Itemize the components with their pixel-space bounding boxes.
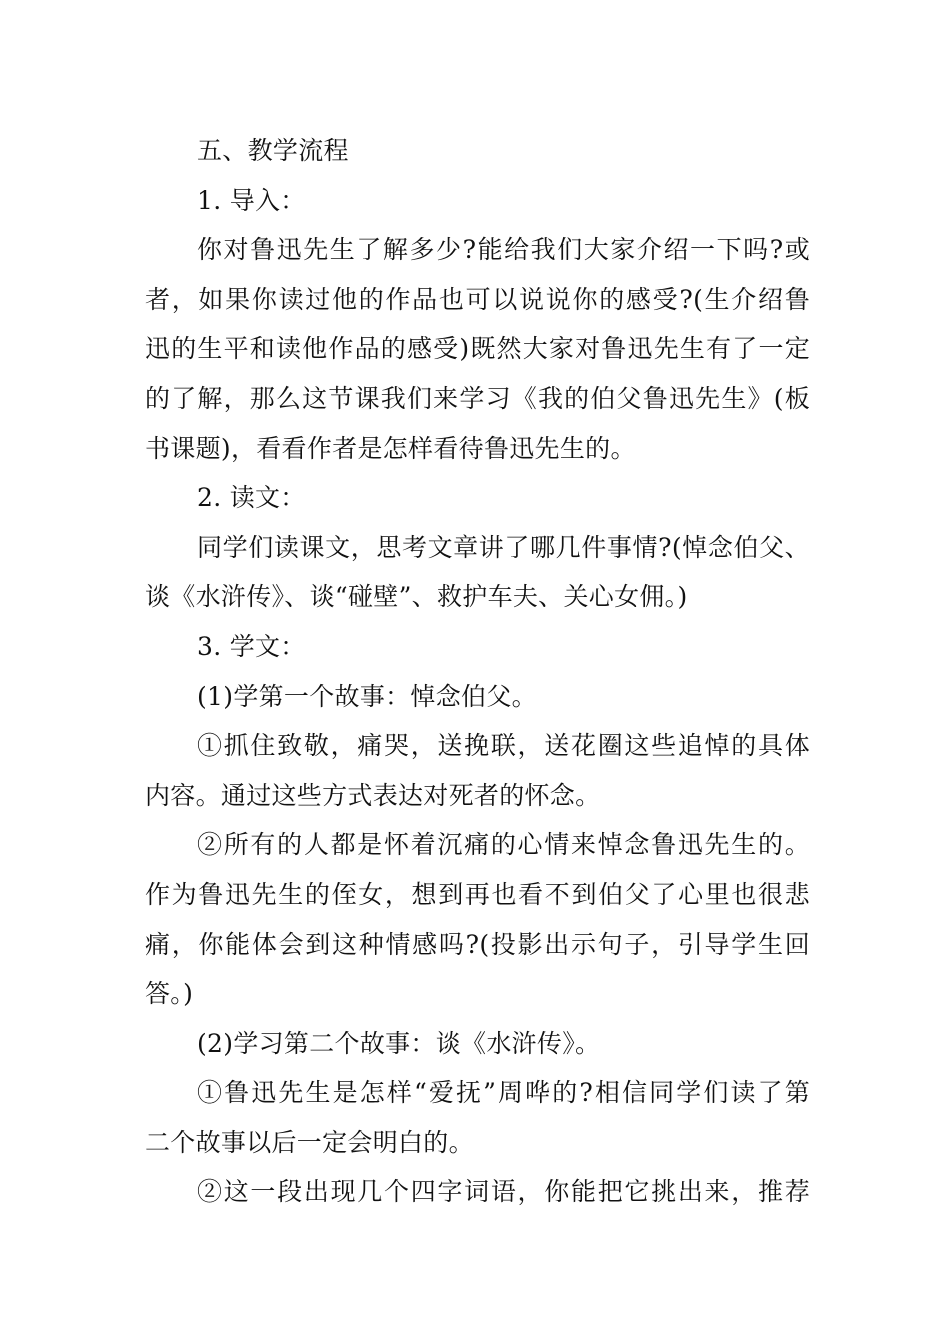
text-line: 答。) [145,979,194,1009]
text-line: 同学们读课文，思考文章讲了哪几件事情?(悼念伯父、 [197,532,810,562]
text-line: 痛，你能体会到这种情感吗?(投影出示句子，引导学生回 [145,929,810,959]
text-line: ①抓住致敬，痛哭，送挽联，送花圈这些追悼的具体 [197,731,810,761]
text-line: ①鲁迅先生是怎样“爱抚”周哗的?相信同学们读了第 [197,1078,810,1108]
text-line: 内容。通过这些方式表达对死者的怀念。 [145,780,601,810]
text-line: (1)学第一个故事：悼念伯父。 [197,681,537,711]
text-line: ②所有的人都是怀着沉痛的心情来悼念鲁迅先生的。 [197,830,810,860]
text-line: 书课题)，看看作者是怎样看待鲁迅先生的。 [145,433,636,463]
text-line: 3. 学文： [197,631,306,661]
document-body [145,126,810,1217]
text-line: ②这一段出现几个四字词语，你能把它挑出来，推荐 [197,1177,810,1207]
text-line: 的了解，那么这节课我们来学习《我的伯父鲁迅先生》(板 [145,383,810,413]
text-line: 五、教学流程 [197,136,349,165]
text-line: 迅的生平和读他作品的感受)既然大家对鲁迅先生有了一定 [145,334,810,364]
text-line: 谈《水浒传》、谈“碰壁”、救护车夫、关心女佣。) [145,582,688,612]
text-line: 者，如果你读过他的作品也可以说说你的感受?(生介绍鲁 [145,284,810,314]
text-line: 二个故事以后一定会明白的。 [145,1127,474,1157]
text-line: 1. 导入： [197,185,306,215]
text-line: 2. 读文： [197,483,306,513]
text-line: (2)学习第二个故事：谈《水浒传》。 [197,1028,601,1058]
text-line: 作为鲁迅先生的侄女，想到再也看不到伯父了心里也很悲 [145,879,810,909]
text-line: 你对鲁迅先生了解多少?能给我们大家介绍一下吗?或 [197,235,810,265]
